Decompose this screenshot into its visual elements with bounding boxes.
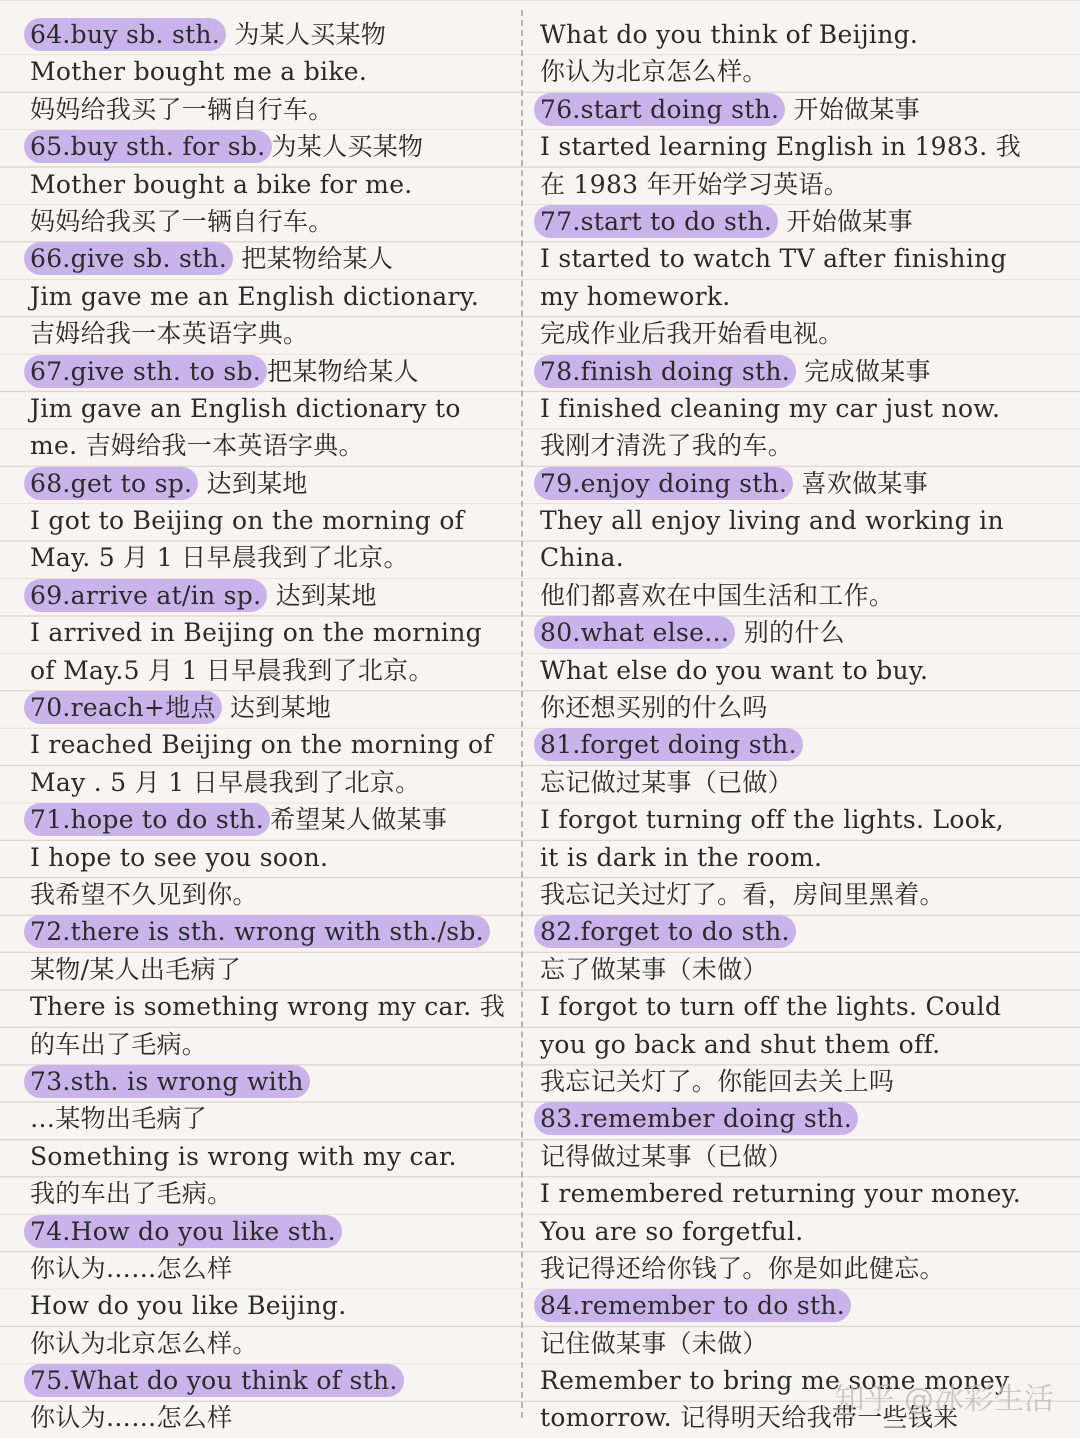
note-line — [30, 839, 508, 876]
note-line — [30, 951, 508, 988]
note-text: I got to Beijing on the morning of — [30, 506, 465, 536]
note-text: May . 5 月 1 日早晨我到了北京。 — [30, 767, 421, 797]
note-line — [540, 988, 1040, 1025]
phrase-heading-line — [30, 1213, 508, 1250]
note-line — [30, 315, 508, 352]
note-text: I reached Beijing on the morning of — [30, 730, 493, 760]
note-text: 我忘记关过灯了。看，房间里黑着。 — [540, 879, 945, 909]
watermark: 知乎 @冰彩生活 — [834, 1382, 1054, 1417]
note-text: me. 吉姆给我一本英语字典。 — [30, 431, 364, 461]
highlighted-phrase: 65.buy sth. for sb. — [24, 130, 272, 163]
phrase-heading-line — [30, 689, 508, 726]
phrase-meaning: 达到某地 — [267, 580, 377, 610]
note-line — [540, 427, 1040, 464]
phrase-heading-line — [540, 913, 1040, 950]
highlighted-phrase: 71.hope to do sth. — [24, 803, 270, 836]
note-line — [540, 16, 1040, 53]
note-text: 的车出了毛病。 — [30, 1029, 208, 1059]
note-text: What else do you want to buy. — [540, 655, 929, 685]
phrase-heading-line — [540, 91, 1040, 128]
note-text: 吉姆给我一本英语字典。 — [30, 319, 309, 349]
note-text: I started learning English in 1983. 我 — [540, 132, 1022, 162]
note-line — [30, 988, 508, 1025]
phrase-meaning: 完成做某事 — [796, 356, 931, 386]
note-text: 我刚才清洗了我的车。 — [540, 431, 794, 461]
column-divider — [521, 10, 523, 1418]
note-text: 我忘记关灯了。你能回去关上吗 — [540, 1066, 895, 1096]
highlighted-phrase: 82.forget to do sth. — [534, 915, 796, 948]
note-line — [540, 1325, 1040, 1362]
highlighted-phrase: 81.forget doing sth. — [534, 728, 803, 761]
note-line — [30, 1399, 508, 1436]
highlighted-phrase: 72.there is sth. wrong with sth./sb. — [24, 915, 490, 948]
note-text: 记得做过某事（已做） — [540, 1141, 794, 1171]
highlighted-phrase: 83.remember doing sth. — [534, 1102, 858, 1135]
note-line — [540, 128, 1040, 165]
note-text: What do you think of Beijing. — [540, 20, 919, 49]
highlighted-phrase: 74.How do you like sth. — [24, 1215, 342, 1248]
note-line — [540, 577, 1040, 614]
note-line — [30, 390, 508, 427]
note-text: I hope to see you soon. — [30, 842, 329, 872]
note-line — [30, 539, 508, 576]
note-line — [30, 91, 508, 128]
phrase-heading-line — [540, 353, 1040, 390]
note-line — [30, 53, 508, 90]
phrase-heading-line — [540, 614, 1040, 651]
note-text: 你认为……怎么样 — [30, 1403, 233, 1433]
phrase-heading-line — [30, 577, 508, 614]
phrase-heading-line — [30, 1362, 508, 1399]
note-text: 记住做某事（未做） — [540, 1328, 768, 1358]
note-text: it is dark in the room. — [540, 842, 823, 872]
phrase-meaning: 希望某人做某事 — [270, 805, 448, 835]
note-line — [540, 1250, 1040, 1287]
phrase-heading-line — [30, 128, 508, 165]
note-text: 完成作业后我开始看电视。 — [540, 319, 844, 349]
highlighted-phrase: 66.give sb. sth. — [24, 242, 233, 275]
phrase-meaning: 喜欢做某事 — [793, 468, 929, 498]
phrase-heading-line — [540, 1287, 1040, 1324]
note-line — [30, 1175, 508, 1212]
note-line — [30, 652, 508, 689]
phrase-meaning: 为某人买某物 — [226, 20, 387, 49]
note-text: Remember to bring me some money — [540, 1366, 1010, 1396]
note-text: 你还想买别的什么吗 — [540, 693, 768, 723]
phrase-meaning: 为某人买某物 — [271, 132, 424, 162]
note-text: How do you like Beijing. — [30, 1291, 347, 1321]
note-line — [540, 240, 1040, 277]
phrase-meaning: 达到某地 — [198, 468, 308, 498]
note-line — [30, 1026, 508, 1063]
note-text: Jim gave me an English dictionary. — [30, 281, 480, 311]
note-text: 我希望不久见到你。 — [30, 879, 258, 909]
note-text: Jim gave an English dictionary to — [30, 393, 461, 423]
highlighted-phrase: 76.start doing sth. — [534, 93, 785, 126]
note-text: …某物出毛病了 — [30, 1104, 208, 1134]
phrase-meaning: 把某物给某人 — [233, 244, 394, 274]
highlighted-phrase: 79.enjoy doing sth. — [534, 467, 793, 500]
note-text: 他们都喜欢在中国生活和工作。 — [540, 580, 895, 610]
note-text: I arrived in Beijing on the morning — [30, 618, 482, 648]
highlighted-phrase: 78.finish doing sth. — [534, 355, 796, 388]
note-line — [30, 1325, 508, 1362]
phrase-heading-line — [30, 913, 508, 950]
note-text: There is something wrong my car. 我 — [30, 992, 506, 1022]
note-line — [540, 1138, 1040, 1175]
note-line — [540, 390, 1040, 427]
phrase-meaning: 开始做某事 — [778, 206, 913, 236]
note-text: You are so forgetful. — [540, 1216, 804, 1246]
highlighted-phrase: 73.sth. is wrong with — [24, 1065, 310, 1098]
note-text: They all enjoy living and working in — [540, 506, 1004, 536]
note-text: 妈妈给我买了一辆自行车。 — [30, 206, 334, 236]
note-line — [540, 1175, 1040, 1212]
note-text: Something is wrong with my car. — [30, 1141, 457, 1171]
note-line — [30, 203, 508, 240]
note-text: I started to watch TV after finishing — [540, 244, 1007, 274]
note-line — [30, 278, 508, 315]
note-line — [30, 1100, 508, 1137]
note-line — [540, 1213, 1040, 1250]
highlighted-phrase: 64.buy sb. sth. — [24, 18, 226, 51]
note-line — [540, 764, 1040, 801]
note-text: 你认为北京怎么样。 — [540, 57, 768, 87]
phrase-meaning: 把某物给某人 — [267, 356, 419, 386]
note-line — [540, 876, 1040, 913]
note-text: Mother bought a bike for me. — [30, 169, 413, 199]
note-line — [540, 166, 1040, 203]
note-text: I finished cleaning my car just now. — [540, 393, 1001, 423]
note-text: Mother bought me a bike. — [30, 57, 368, 87]
note-text: 妈妈给我买了一辆自行车。 — [30, 94, 334, 124]
note-text: 我记得还给你钱了。你是如此健忘。 — [540, 1253, 945, 1283]
right-column — [540, 16, 1040, 1437]
note-line — [540, 1026, 1040, 1063]
phrase-heading-line — [30, 465, 508, 502]
phrase-meaning: 达到某地 — [221, 693, 332, 723]
note-text: tomorrow. 记得明天给我带一些钱来 — [540, 1403, 959, 1433]
note-line — [30, 614, 508, 651]
note-line — [540, 53, 1040, 90]
highlighted-phrase: 70.reach+地点 — [24, 691, 222, 724]
note-text: of May.5 月 1 日早晨我到了北京。 — [30, 655, 434, 685]
note-text: I forgot turning off the lights. Look, — [540, 805, 1004, 835]
highlighted-phrase: 75.What do you think of sth. — [24, 1364, 404, 1397]
left-column — [30, 16, 508, 1437]
phrase-heading-line — [540, 203, 1040, 240]
phrase-heading-line — [30, 1063, 508, 1100]
highlighted-phrase: 68.get to sp. — [24, 467, 198, 500]
phrase-meaning: 别的什么 — [735, 618, 845, 648]
note-text: 某物/某人出毛病了 — [30, 954, 242, 984]
highlighted-phrase: 77.start to do sth. — [534, 205, 778, 238]
highlighted-phrase: 84.remember to do sth. — [534, 1289, 851, 1322]
note-text: I remembered returning your money. — [540, 1179, 1022, 1209]
note-line — [540, 539, 1040, 576]
note-line — [30, 502, 508, 539]
note-line — [30, 1250, 508, 1287]
phrase-meaning: 开始做某事 — [785, 94, 920, 124]
note-text: 忘了做某事（未做） — [540, 954, 768, 984]
note-text: China. — [540, 543, 624, 573]
note-line — [30, 1138, 508, 1175]
note-line — [540, 315, 1040, 352]
note-line — [540, 689, 1040, 726]
highlighted-phrase: 67.give sth. to sb. — [24, 355, 267, 388]
note-line — [30, 1287, 508, 1324]
note-text: May. 5 月 1 日早晨我到了北京。 — [30, 543, 409, 573]
note-text: 我的车出了毛病。 — [30, 1179, 233, 1209]
note-line — [30, 726, 508, 763]
note-line — [540, 502, 1040, 539]
highlighted-phrase: 80.what else… — [534, 616, 735, 649]
note-text: you go back and shut them off. — [540, 1029, 941, 1059]
note-line — [540, 839, 1040, 876]
note-text: 在 1983 年开始学习英语。 — [540, 169, 850, 199]
note-line — [30, 427, 508, 464]
note-line — [540, 278, 1040, 315]
note-line — [30, 166, 508, 203]
phrase-heading-line — [540, 726, 1040, 763]
note-line — [540, 1063, 1040, 1100]
note-line — [30, 764, 508, 801]
phrase-heading-line — [30, 801, 508, 838]
note-line — [540, 801, 1040, 838]
phrase-heading-line — [540, 465, 1040, 502]
note-text: I forgot to turn off the lights. Could — [540, 992, 1002, 1022]
note-line — [540, 951, 1040, 988]
note-text: 忘记做过某事（已做） — [540, 767, 794, 797]
note-text: 你认为……怎么样 — [30, 1253, 233, 1283]
phrase-heading-line — [540, 1100, 1040, 1137]
note-text: 你认为北京怎么样。 — [30, 1328, 258, 1358]
highlighted-phrase: 69.arrive at/in sp. — [24, 579, 267, 612]
note-text: my homework. — [540, 281, 731, 311]
note-line — [540, 652, 1040, 689]
phrase-heading-line — [30, 353, 508, 390]
note-line — [30, 876, 508, 913]
phrase-heading-line — [30, 240, 508, 277]
phrase-heading-line — [30, 16, 508, 53]
